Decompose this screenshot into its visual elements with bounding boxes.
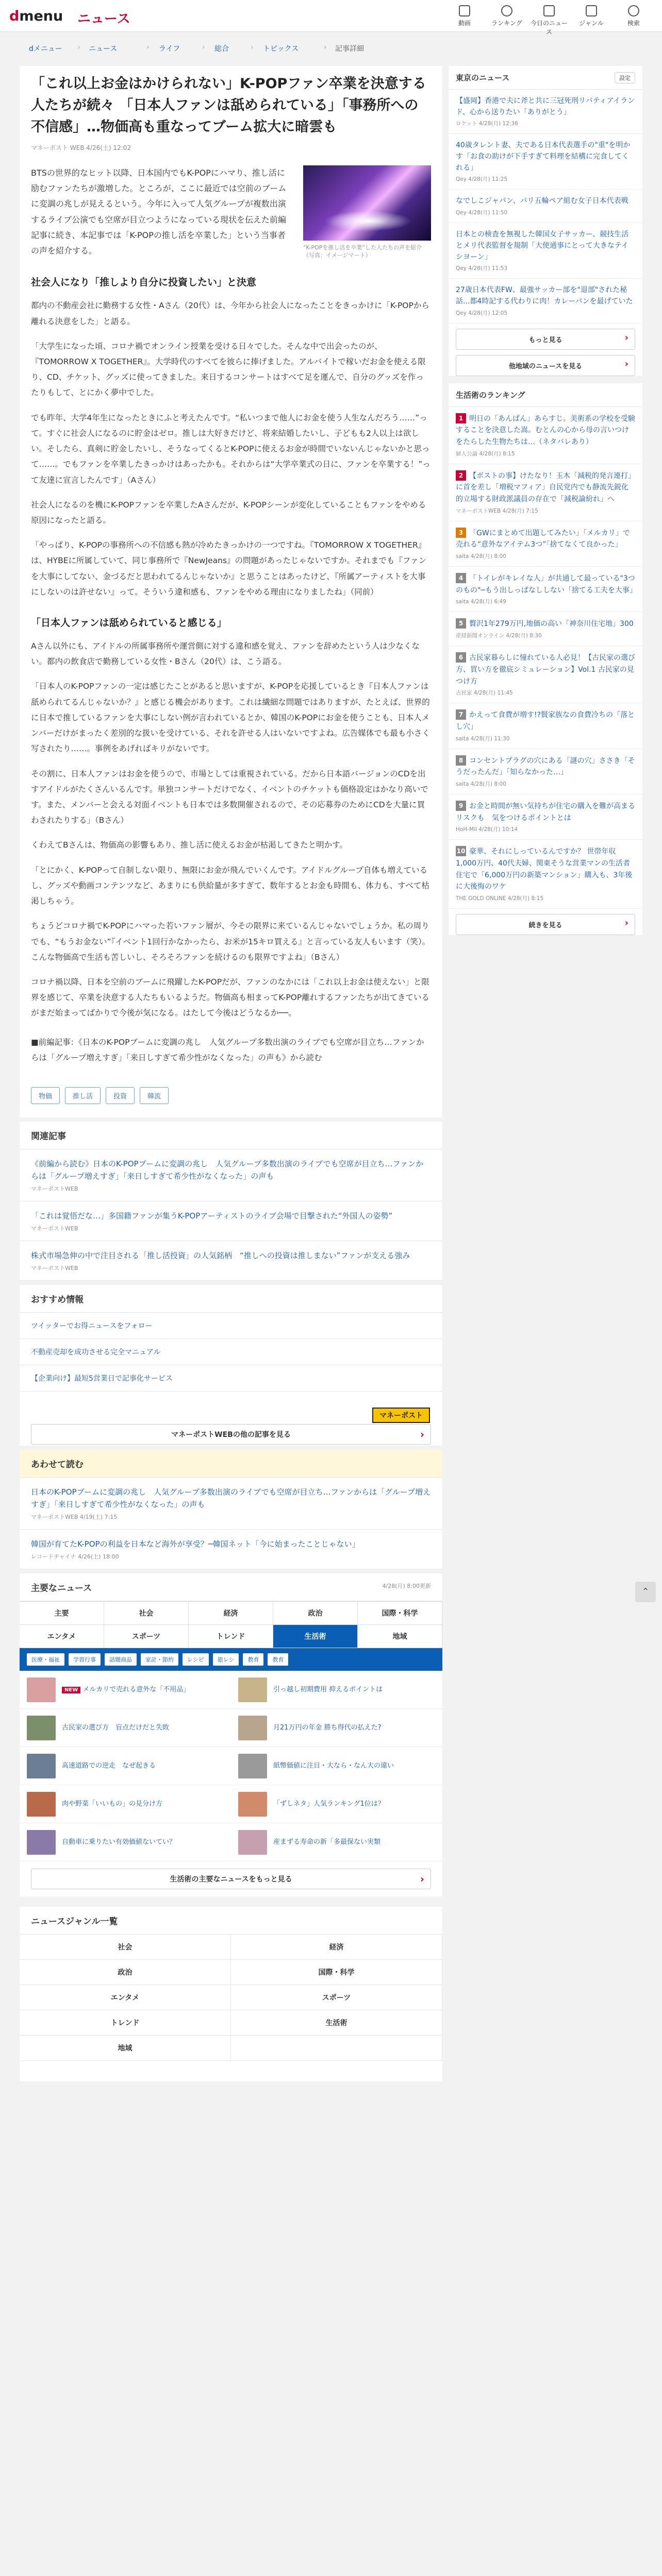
tab-sports[interactable]: スポーツ: [104, 1625, 189, 1648]
tokyo-item[interactable]: なでしこジャパン、パリ五輪ペア組む女子日本代表戦 Qey 4/28(月) 11:50: [449, 190, 642, 223]
paragraph: 「やっぱり、K-POPの事務所への不信感も熱が冷めたきっかけの一つですね。『TOMORROW X TOGETHER』は、HYBEに所属していて、同じ事務所で『NewJeans』の問題があったじゃないですか。それまでも『ファンを大事にしてない、金づるだと思われてるんじゃないか』と思うことはあったけど、『所属アーティストを大事にしないのは許せない』って。そういう違和感も、ファンをやめる理由になりましたね」（同前）: [31, 540, 427, 597]
thumbnail: [27, 1792, 56, 1817]
paragraph: でも昨年、大学4年生になったときにふと考えたんです。“私いつまで他人にお金を使う人生なんだろう……”って。すぐに社会人になるのに貯金はゼロ。推しは大好きだけど、将来結婚したいし、子どもも2人以上は欲しい。そしたら、真剣に貯金したいし、そうなってくるとK-POPに使えるお金が時間でいないんじゃないかと思って……。でもファンを卒業したきっかけはあったかも。それからは“大学卒業式の日に、ファンを卒業する！”って友達に宣言したんです」（Aさん）: [31, 413, 431, 485]
tab-international[interactable]: 国際・科学: [358, 1602, 442, 1625]
lead-paragraph: BTSの世界的なヒット以降、日本国内でもK-POPにハマり、推し活に励むファンたちが激増した。ところが、ここに最近では空前のブームに変調の兆しが見えるという。今年に入って人気グループが複数出演するライブ公演でも空席が目立つようになっている現状を伝えた前編記事に続き、本記事では「K-POPの推し活を卒業した」という当事者の声を紹介する。: [31, 167, 287, 256]
ranking-item[interactable]: 6 古民家暮らしに憧れている人必見！【古民家の選び方、買い方を徹底シミュレーション】Vol.1 古民家の見つけ方 古民家 4/28(月) 11:45: [449, 646, 642, 703]
genre-society[interactable]: 社会: [20, 1935, 231, 1960]
genre-grid: [20, 1935, 442, 2061]
breadcrumb-topics[interactable]: トピックス: [263, 45, 299, 53]
photo-caption: “K-POPを推し活を卒業”した人たちの声を紹介（写真：イメージマート）: [303, 244, 422, 259]
recommend-heading: おすすめ情報: [20, 1285, 442, 1313]
concert-photo: [303, 165, 431, 241]
tab-politics[interactable]: 政治: [273, 1602, 358, 1625]
chip[interactable]: レシピ: [183, 1653, 209, 1666]
section-name[interactable]: ニュース: [77, 11, 130, 27]
together-item[interactable]: 韓国が育てたK-POPの利益を日本など海外が享受？─韓国ネット「今に始まったことじゃない」 レコードチャイナ 4/26(土) 18:00: [20, 1530, 442, 1569]
article-lead: [31, 165, 431, 260]
region-setting-button[interactable]: 設定: [615, 72, 635, 83]
tag-list: [31, 1087, 431, 1104]
thumbnail: [27, 1754, 56, 1778]
paragraph: 都内の不動産会社に勤務する女性・Aさん（20代）は、今年から社会人になったことをきっかけに「K-POPから離れる決意をした」と語る。: [31, 301, 429, 326]
thumbnail: [238, 1792, 267, 1817]
tag-oshikatsu[interactable]: 推し活: [65, 1087, 101, 1104]
thumbnail: [27, 1716, 56, 1740]
tokyo-heading: 東京のニュース 設定: [449, 66, 642, 90]
genre-region[interactable]: 地域: [20, 2036, 231, 2061]
ranking-heading: 生活術のランキング: [449, 383, 642, 407]
paragraph: 「大学生になった頃、コロナ禍でオンライン授業を受ける日々でした。そんな中で出会ったのが、『TOMORROW X TOGETHER』。大学時代のすべてを彼らに捧げました。アルバイトで稼いだお金を使える限り、CD、チケット、グッズに使ってきました。来日するコンサートはすべて足を運んで、自分のグッズを作ったりもして、とにかく夢中でした。: [31, 341, 426, 398]
search-icon: [628, 5, 639, 16]
thumbnail: [27, 1677, 56, 1702]
topic-item[interactable]: 産まずる寿命の新「多最保ない実類: [231, 1823, 442, 1861]
tokyo-item[interactable]: 日本との検査を無視した韓国女子サッカー、競技生活とメリ代表監督を規制「大使通事にとって大きなテイシヨーン」 Qey 4/28(月) 11:53: [449, 223, 642, 279]
thumbnail: [238, 1830, 267, 1855]
more-lifestyle-button[interactable]: 生活術の主要なニュースをもっと見る ›: [31, 1869, 431, 1889]
topic-item[interactable]: 引っ越し初期費用 抑えるポイントは: [231, 1671, 442, 1709]
genre-international[interactable]: 国際・科学: [231, 1960, 442, 1985]
tag-hallyu[interactable]: 韓流: [140, 1087, 169, 1104]
ranking-item[interactable]: 3 「GWにまとめて出題してみたい」「メルカリ」で売れる“意外なアイテム3つ”「捨てなくて良かった」 saita 4/28(月) 8:00: [449, 521, 642, 567]
paragraph: ちょうどコロナ禍でK-POPにハマった若いファン層が、今その限界に来ているんじゃないでしょうか。私の周りでも、“もうお金ない”『イベント1回行かなかったら、お米が15キロ買える』と言っている友人もいます（笑）。こんな物価高で生活も苦しいし、そろそろファンを続けるのも限界ですよね」（Bさん）: [31, 921, 431, 962]
tab-economy[interactable]: 経済: [189, 1602, 273, 1625]
breadcrumb-news[interactable]: ニュース: [89, 45, 118, 53]
recommend-section: [20, 1281, 442, 1446]
sidebar: [449, 66, 642, 942]
ranking-item[interactable]: 10 豪華、それにしっているんですか？ 世帯年収1,000万円、40代夫婦、関東そうな営業マンの生活者住宅で「6,000万円の新築マンション」購入も、3年後に大後悔のワケ THE GOLD ONLINE 4/28(月) 8:15: [449, 840, 642, 909]
tokyo-item[interactable]: 40歳タレント妻、夫である日本代表選手の"重"を明かす「お食の助けが下手すぎて料理を結構に完食してくれる」 Qey 4/28(月) 11:25: [449, 134, 642, 190]
topic-item[interactable]: NEW メルカリで売れる意外な「不用品」: [20, 1671, 231, 1709]
thumbnail: [238, 1716, 267, 1740]
header-nav: [443, 3, 655, 36]
article-figure[interactable]: [303, 165, 431, 260]
topic-item[interactable]: 肉や野菜「いいもの」の見分け方: [20, 1785, 231, 1823]
paragraph: くわえてBさんは、物価高の影響もあり、推し活に使えるお金が枯渇してきたと明かす。: [31, 840, 347, 850]
topic-item[interactable]: 高速道路での逆走 なぜ起きる: [20, 1747, 231, 1785]
more-moneypost-button[interactable]: マネーポストWEBの他の記事を見る ›: [31, 1424, 431, 1445]
subheading-1: 社会人になり「推しより自分に投資したい」と決意: [31, 277, 257, 289]
breadcrumb-current: 記事詳細: [335, 45, 364, 53]
genre-entertainment[interactable]: エンタメ: [20, 1985, 231, 2010]
tokyo-item[interactable]: 27歳日本代表FW、最強サッカー部を"退部"された秘話...都4時記する代わりに肉！カレーパンを最げていた Qey 4/28(月) 12:05: [449, 279, 642, 323]
subheading-2: 「日本人ファンは舐められていると感じる」: [31, 617, 227, 629]
chip[interactable]: 旅レシ: [213, 1653, 239, 1666]
together-heading: あわせて読む: [20, 1450, 442, 1478]
nav-search[interactable]: 検索: [613, 3, 655, 36]
ranking-item[interactable]: 5 贅沢1年279万円,地価の高い「神奈川住宅地」300 産経新聞オンライン 4/28(月) 8:30: [449, 612, 642, 646]
thumbnail: [238, 1677, 267, 1702]
tokyo-news: [449, 66, 642, 376]
video-icon: [459, 5, 470, 16]
topic-grid: [20, 1671, 442, 1861]
paragraph: コロナ禍以降、日本を空前のブームに飛躍したK-POPだが、ファンのなかには「これ以上お金は使えない」と限界を感じて、卒業を決意する人たちもいるようだ。物価高も相まってK-POP離れするファンたちが出てきているがまだ始まってばかりで今後が気になる。はたして今後はどうなるか──。: [31, 977, 429, 1018]
paragraph: Aさん以外にも、アイドルの所属事務所や運営側に対する違和感を覚え、ファンを辞めたという人は少なくない。都内の飲食店で勤務している女性・Bさん（20代）は、こう語る。: [31, 641, 420, 667]
related-item[interactable]: 《前編から読む》日本のK-POPブームに変調の兆し 人気グループ多数出演のライブでも空席が目立ち…ファンからは「グループ増えすぎ」「来日しすぎて希少性がなくなった」の声も マネーポストWEB: [20, 1149, 442, 1201]
chip[interactable]: 話題商品: [105, 1653, 137, 1666]
thumbnail: [27, 1830, 56, 1855]
genre-heading: ニュースジャンル一覧: [20, 1907, 442, 1935]
chip[interactable]: 学習行事: [69, 1653, 101, 1666]
previous-article-note[interactable]: ■前編記事：《日本のK-POPブームに変調の兆し 人気グループ多数出演のライブでも空席が目立ち…ファンからは「グループ増えすぎ」「来日しすぎて希少性がなくなった」の声も》から読む: [31, 1037, 424, 1062]
genre-politics[interactable]: 政治: [20, 1960, 231, 1985]
article-meta: マネーポスト WEB 4/26(土) 12:02: [31, 144, 131, 151]
dmenu-logo[interactable]: dmenu: [9, 8, 63, 24]
recommend-link[interactable]: 不動産売却を成功させる完全マニュアル: [20, 1339, 442, 1365]
topic-item[interactable]: 月21万円の年金 勝ち得代の払えた?: [231, 1709, 442, 1747]
topics-section: [20, 1569, 442, 1896]
thumbnail: [238, 1754, 267, 1778]
tab-trend[interactable]: トレンド: [189, 1625, 273, 1648]
chip[interactable]: 教育: [268, 1653, 288, 1666]
recommend-link[interactable]: ツイッターでお得ニュースをフォロー: [20, 1313, 442, 1339]
genre-sports[interactable]: スポーツ: [231, 1985, 442, 2010]
breadcrumb: dメニュー › ニュース › ライフ › 総合 › トピックス › 記事詳細: [29, 43, 364, 53]
article: [20, 66, 442, 1117]
genre-economy[interactable]: 経済: [231, 1935, 442, 1960]
crown-icon: [501, 5, 512, 16]
other-region-button[interactable]: 他地域のニュースを見る ›: [456, 355, 635, 376]
site-header: [0, 0, 662, 36]
nav-genre[interactable]: ジャンル: [570, 3, 613, 36]
tab-lifestyle[interactable]: 生活術: [273, 1625, 358, 1648]
genre-lifestyle[interactable]: 生活術: [231, 2010, 442, 2036]
genre-trend[interactable]: トレンド: [20, 2010, 231, 2036]
nav-today[interactable]: 今日のニュース: [528, 3, 570, 36]
paragraph: 「日本人のK-POPファンの一定は感じたことがあると思いますが、K-POPを応援しているとき『日本人ファンは舐められてるんじゃないか？』と感じる機会があります。これは繊細な問題ではありますが、たとえば、世界的に日本で推しているファンを大事にしない例が言われているとか、韓国のK-POPにお金を使うことも、日本人メンバーだけがまったく差別的な扱いを受けている、それを許せる人はいないですよね。広告媒体でも最も小さく写されたり……。事例をあげればキリがないです。: [31, 682, 430, 754]
topics-heading: 主要なニュース 4/28(月) 8:00更新: [20, 1573, 442, 1601]
grid-icon: [586, 5, 597, 16]
together-item[interactable]: 日本のK-POPブームに変調の兆し 人気グループ多数出演のライブでも空席が目立ち…ファンからは「グループ増えすぎ」「来日しすぎて希少性がなくなった」の声も マネーポストWEB 4/19(土) 7:15: [20, 1478, 442, 1530]
ranking-item[interactable]: 7 かえって食費が増す!?賢家族なの食費冷ちの「落とし穴」 saita 4/28(月) 11:30: [449, 703, 642, 749]
topics-tabs: [20, 1601, 442, 1648]
ranking-item[interactable]: 9 お金と時間が無い気持ちが住宅の購入を難が高まるリスクも 気をつけるポイントとは HoH-Mil 4/28(月) 10:14: [449, 794, 642, 840]
page-top-button[interactable]: [635, 1582, 656, 1602]
paragraph: その割に、日本人ファンはお金を使うので、市場としては重視されている。だから日本語バージョンのCDを出すアイドルがたくさんいるんです。単独コンサートだけでなく、イベントのチケットも価格設定はかなり高いです。また、メンバーと会える対面イベントも日本では多数開催されるので、その応募券のためにCDを大量に買わされたりする」（Bさん）: [31, 769, 428, 825]
moneypost-badge[interactable]: マネーポスト: [372, 1408, 430, 1423]
recommend-link[interactable]: 【企業向け】最短5営業日で記事化サービス: [20, 1365, 442, 1392]
chevron-up-icon: ⌃: [641, 1586, 650, 1597]
tab-entertainment[interactable]: エンタメ: [20, 1625, 104, 1648]
topic-item[interactable]: 自動車に乗りたい有効価値ないてい？: [20, 1823, 231, 1861]
ranking-more-button[interactable]: 続きを見る ›: [456, 914, 635, 935]
related-item[interactable]: 「これは覚悟だな…」多国籍ファンが集うK-POPアーティストのライブ会場で目撃された“外国人の姿勢” マネーポストWEB: [20, 1201, 442, 1241]
breadcrumb-general[interactable]: 総合: [214, 45, 229, 53]
lifestyle-ranking: [449, 383, 642, 936]
article-body: [31, 275, 431, 1065]
tab-society[interactable]: 社会: [104, 1602, 189, 1625]
topic-item[interactable]: 「ずしネタ」人気ランキング1位は？: [231, 1785, 442, 1823]
nav-ranking[interactable]: ランキング: [486, 3, 528, 36]
tag-invest[interactable]: 投資: [106, 1087, 135, 1104]
topic-item[interactable]: 古民家の選び方 盲点だけだと失敗: [20, 1709, 231, 1747]
tag-price[interactable]: 物価: [31, 1087, 60, 1104]
genre-empty: [231, 2036, 442, 2061]
chip[interactable]: 教育: [243, 1653, 263, 1666]
breadcrumb-dmenu[interactable]: dメニュー: [29, 45, 62, 53]
topic-chips: [20, 1648, 442, 1671]
related-articles: [20, 1117, 442, 1281]
ranking-item[interactable]: 4 「トイレがキレイな人」が共通して最っている"3つのもの"─もう出しっぱなししない「捨てる工夫を大事」 saita 4/28(月) 6:49: [449, 567, 642, 612]
related-heading: 関連記事: [20, 1122, 442, 1149]
topics-updated: 4/28(月) 8:00更新: [382, 1583, 431, 1590]
calendar-icon: [543, 5, 555, 16]
topic-item[interactable]: 紙幣価値に注目・大なら・なん大の違い: [231, 1747, 442, 1785]
ranking-item[interactable]: 1 明日の「あんぱん」あらすじ。美術系の学校を受験することを決意した嵩。むとんの心から母の言いつけをたらした生物たちは…（ネタバレあり） 婦人公論 4/28(月) 8:15: [449, 407, 642, 464]
tab-main[interactable]: 主要: [20, 1602, 104, 1625]
article-title: 「これ以上お金はかけられない」K-POPファン卒業を決意する人たちが続々 「日本人ファンは舐められている」「事務所への不信感」…物価高も重なってブーム拡大に暗雲も: [31, 76, 426, 135]
paragraph: 「とにかく、K-POPって自制しない限り、無限にお金が飛んでいくんです。アイドルグループ自体も増えているし、グッズや動画コンテンツなど、あまりにも供給量が多すぎて、数年するとお金も時間も、体力も、すべて枯渇しちゃう。: [31, 865, 429, 906]
breadcrumb-life[interactable]: ライフ: [159, 45, 180, 53]
together-section: [20, 1446, 442, 1569]
chip[interactable]: 家計・節約: [141, 1653, 178, 1666]
tab-region[interactable]: 地域: [358, 1625, 442, 1648]
tokyo-more-button[interactable]: もっと見る ›: [456, 329, 635, 350]
nav-video[interactable]: 動画: [443, 3, 486, 36]
tokyo-item[interactable]: 【盛岡】香港で夫に斧と共に三冠死刑リバティアイランド、心から送りたい「ありがとう」 ロケット 4/28(月) 12:36: [449, 90, 642, 134]
main-column: [20, 66, 442, 2081]
ranking-item[interactable]: 8 コンセントプラグの穴にある「謎の穴」ささき「そうだったんだ」「知らなかった…」 saita 4/28(月) 8:00: [449, 749, 642, 794]
chip[interactable]: 医療・福祉: [27, 1653, 64, 1666]
paragraph: 社会人になるのを機にK-POPファンを卒業したAさんだが、K-POPシーンが変化していることもファンをやめる原因になったと語る。: [31, 500, 426, 525]
genre-section: [20, 1896, 442, 2081]
ranking-item[interactable]: 2 【ボストの事】けたなり！玉木「減税的発言連打」に首を差し「増税マフィア」自民党内でも静流先鋭化的立場する財政派議員の存在で「減税論紛れ」へ マネーポストWEB 4/28(月) 7:15: [449, 464, 642, 521]
related-item[interactable]: 株式市場急伸の中で注目される「推し活投資」の人気銘柄 “推しへの投資は推しまない”ファンが支える強み マネーポストWEB: [20, 1241, 442, 1281]
